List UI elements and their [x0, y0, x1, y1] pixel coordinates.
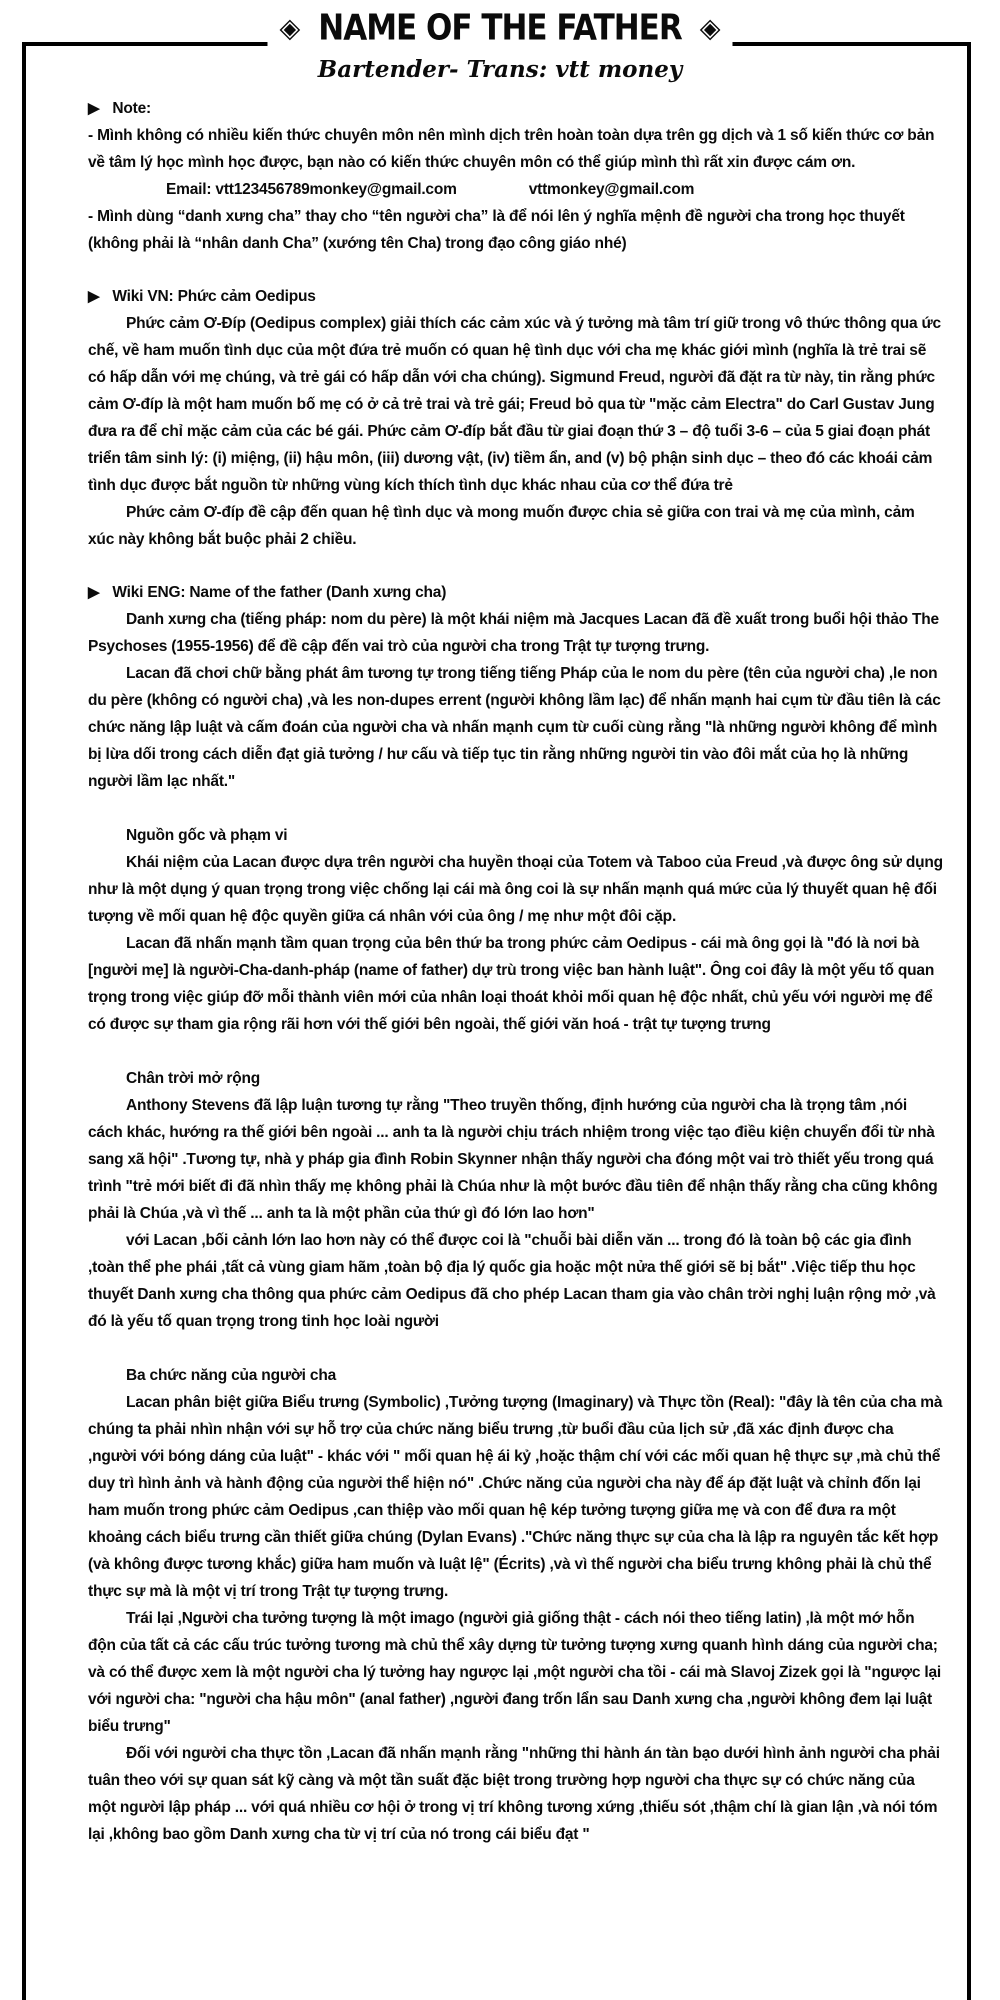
arrow-bullet-icon: ▶	[88, 288, 100, 305]
paragraph: Anthony Stevens đã lập luận tương tự rằng "Theo truyền thống, định hướng của người cha là trọng tâm ,nói cách khác, hướng ra thế giới bên ngoài ... anh ta là người chịu trách nhiệm trong việc tạo điều kiện chuyển đổi từ nhà sang xã hội" .Tương tự, nhà y pháp gia đình Robin Skynner nhận thấy người cha đóng một vai trò thiết yếu trong quá trình "trẻ mới biết đi đã nhìn thấy mẹ không phải là Chúa như là một bước đầu tiên để nhận thấy rằng cha cũng không phải là Chúa ,và vì thế ... anh ta là một phần của thứ gì đó lớn lao hơn"	[88, 1097, 938, 1222]
section-heading-row	[88, 283, 944, 310]
title-block	[267, 7, 732, 49]
paragraph: Trái lại ,Người cha tưởng tượng là một imago (người giả giống thật - cách nói theo tiếng latin) ,là một mớ hỗn độn của tất cả các cấu trúc tưởng tương mà chủ thể xây dựng từ tưởng tượng xưng quanh hình dáng của người cha; và có thể được xem là một người cha lý tưởng hay ngược lại ,một người cha tồi - cái mà Slavoj Zizek gọi là "ngược lại với người cha: "người cha hậu môn" (anal father) ,người đang trốn lẩn sau Danh xưng cha ,người không đem lại luật biểu trưng"	[88, 1610, 941, 1735]
arrow-bullet-icon: ▶	[88, 584, 100, 601]
paragraph: Phức cảm Ơ-đíp đề cập đến quan hệ tình dục và mong muốn được chia sẻ giữa con trai và mẹ của mình, cảm xúc này không bắt buộc phải 2 chiều.	[88, 504, 915, 548]
email-line	[88, 176, 944, 203]
sub-heading: Chân trời mở rộng	[126, 1070, 261, 1087]
section-heading-row	[88, 579, 944, 606]
sub-heading: Nguồn gốc và phạm vi	[126, 827, 288, 844]
paragraph: với Lacan ,bối cảnh lớn lao hơn này có thể được coi là "chuỗi bài diễn văn ... trong đó là toàn bộ các gia đình ,toàn thể phe phái ,tất cả vùng giam hãm ,toàn bộ địa lý quốc gia hoặc một nửa thế giới sẽ bị bắt" .Việc tiếp thu học thuyết Danh xưng cha thông qua phức cảm Oedipus đã cho phép Lacan tham gia vào chân trời nghị luận rộng mở ,và đó là yếu tố quan trọng trong tinh học loài người	[88, 1232, 936, 1330]
diamond-ornament-right-icon: ◈	[699, 12, 721, 43]
diamond-ornament-left-icon: ◈	[279, 12, 301, 43]
paragraph: Lacan phân biệt giữa Biểu trưng (Symbolic) ,Tưởng tượng (Imaginary) và Thực tồn (Real): "đây là tên của cha mà chúng ta phải nhìn nhận với sự hỗ trợ của chức năng biểu trưng ,từ buổi đầu của lịch sử ,đã xác định được cha ,người với bóng dáng của luật" - khác với " mối quan hệ ái kỷ ,hoặc thậm chí với các mối quan hệ thực sự ,mà chủ thể duy trì hình ảnh và hành động của người thể hiện nó" .Chức năng của người cha này để áp đặt luật và chỉnh đốn lại ham muốn trong phức cảm Oedipus ,can thiệp vào mối quan hệ kép tưởng tượng giữa mẹ và con để đưa ra một khoảng cách biểu trưng cần thiết giữa chúng (Dylan Evans) ."Chức năng thực sự của cha là lập ra nguyên tắc kết hợp (và không được tương khắc) giữa ham muốn và luật lệ" (Écrits) ,và vì thế người cha biểu trưng không phải là chủ thể thực sự mà là một vị trí trong Trật tự tượng trưng.	[88, 1394, 943, 1600]
paragraph: - Mình dùng “danh xưng cha” thay cho “tên người cha” là để nói lên ý nghĩa mệnh đề người cha trong học thuyết (không phải là “nhân danh Cha” (xướng tên Cha) trong đạo công giáo nhé)	[88, 208, 905, 252]
section-heading: Wiki VN: Phức cảm Oedipus	[112, 288, 316, 305]
section-heading: Wiki ENG: Name of the father (Danh xưng cha)	[112, 584, 447, 601]
arrow-bullet-icon: ▶	[88, 100, 100, 117]
content-blocks	[88, 95, 944, 1848]
paragraph: Đối với người cha thực tồn ,Lacan đã nhấn mạnh rằng "những thi hành án tàn bạo dưới hình ảnh người cha phải tuân theo với sự quan sát kỹ càng và một tần suất đặc biệt trong trường hợp người cha thực sự có chức năng của một người lập pháp ... với quá nhiều cơ hội ở trong vị trí không tương xứng ,thiếu sót ,thậm chí là gian lận ,và nói tóm lại ,không bao gồm Danh xưng cha từ vị trí của nó trong cái biểu đạt "	[88, 1745, 940, 1843]
email-primary: Email: vtt123456789monkey@gmail.com	[166, 181, 457, 198]
paragraph: Khái niệm của Lacan được dựa trên người cha huyền thoại của Totem và Taboo của Freud ,và được ông sử dụng như là một dụng ý quan trọng trong việc chống lại cái mà ông coi là sự nhấn mạnh quá mức của lý thuyết quan hệ đối tượng về mối quan hệ độc quyền giữa cá nhân với của ông / mẹ như một đôi cặp.	[88, 854, 943, 925]
section-heading: Note:	[112, 100, 151, 117]
paragraph: Danh xưng cha (tiếng pháp: nom du père) là một khái niệm mà Jacques Lacan đã đề xuất trong buổi hội thảo The Psychoses (1955-1956) để đề cập đến vai trò của người cha trong Trật tự tượng trưng.	[88, 611, 939, 655]
email-secondary: vttmonkey@gmail.com	[528, 181, 695, 198]
paragraph: - Mình không có nhiều kiến thức chuyên môn nên mình dịch trên hoàn toàn dựa trên gg dịch và 1 số kiến thức cơ bản về tâm lý học mình học được, bạn nào có kiến thức chuyên môn có thể giúp mình thì rất xin được cám ơn.	[88, 127, 935, 171]
page-title: NAME OF THE FATHER	[318, 7, 682, 49]
paragraph: Lacan đã nhấn mạnh tầm quan trọng của bên thứ ba trong phức cảm Oedipus - cái mà ông gọi là "đó là nơi bà [người mẹ] là người-Cha-danh-pháp (name of father) dự trù trong việc ban hành luật". Ông coi đây là một yếu tố quan trọng trong việc giúp đỡ mỗi thành viên mới của nhân loại thoát khỏi mối quan hệ độc nhất, chủ yếu với người mẹ để có được sự tham gia rộng rãi hơn với thế giới bên ngoài, thế giới văn hoá - trật tự tượng trưng	[88, 935, 935, 1033]
paragraph: Phức cảm Ơ-Đíp (Oedipus complex) giải thích các cảm xúc và ý tưởng mà tâm trí giữ trong vô thức thông qua ức chế, về ham muốn tình dục của một đứa trẻ muốn có quan hệ tình dục với cha mẹ khác giới mình (nghĩa là trẻ trai sẽ có hấp dẫn với mẹ chúng, và trẻ gái có hấp dẫn với cha chúng). Sigmund Freud, người đã đặt ra từ này, tin rằng phức cảm Ơ-đíp là một ham muốn bố mẹ có ở cả trẻ trai và trẻ gái; Freud bỏ qua từ "mặc cảm Electra" do Carl Gustav Jung đưa ra để chỉ mặc cảm của các bé gái. Phức cảm Ơ-đíp bắt đầu từ giai đoạn thứ 3 – độ tuổi 3-6 – của 5 giai đoạn phát triển tâm sinh lý: (i) miệng, (ii) hậu môn, (iii) dương vật, (iv) tiềm ẩn, and (v) bộ phận sinh dục – theo đó các khoái cảm tình dục được bắt nguồn từ những vùng kích thích tình dục khác nhau của cơ thể đứa trẻ	[88, 315, 941, 494]
sub-heading: Ba chức năng của người cha	[126, 1367, 337, 1384]
page-subtitle: Bartender- Trans: vtt money	[317, 56, 683, 83]
paragraph: Lacan đã chơi chữ bằng phát âm tương tự trong tiếng tiếng Pháp của le nom du père (tên của người cha) ,le non du père (không có người cha) ,và les non-dupes errent (người không lầm lạc) để nhấn mạnh hai cụm từ đầu tiên là các chức năng lập luật và cấm đoán của người cha và nhấn mạnh cụm từ cuối cùng rằng "là những người không để mình bị lừa dối trong cách diễn đạt giả tưởng / hư cấu và tiếp tục tin rằng những người tin vào đôi mắt của họ là những người lầm lạc nhất."	[88, 665, 941, 790]
section-heading-row	[88, 95, 944, 122]
